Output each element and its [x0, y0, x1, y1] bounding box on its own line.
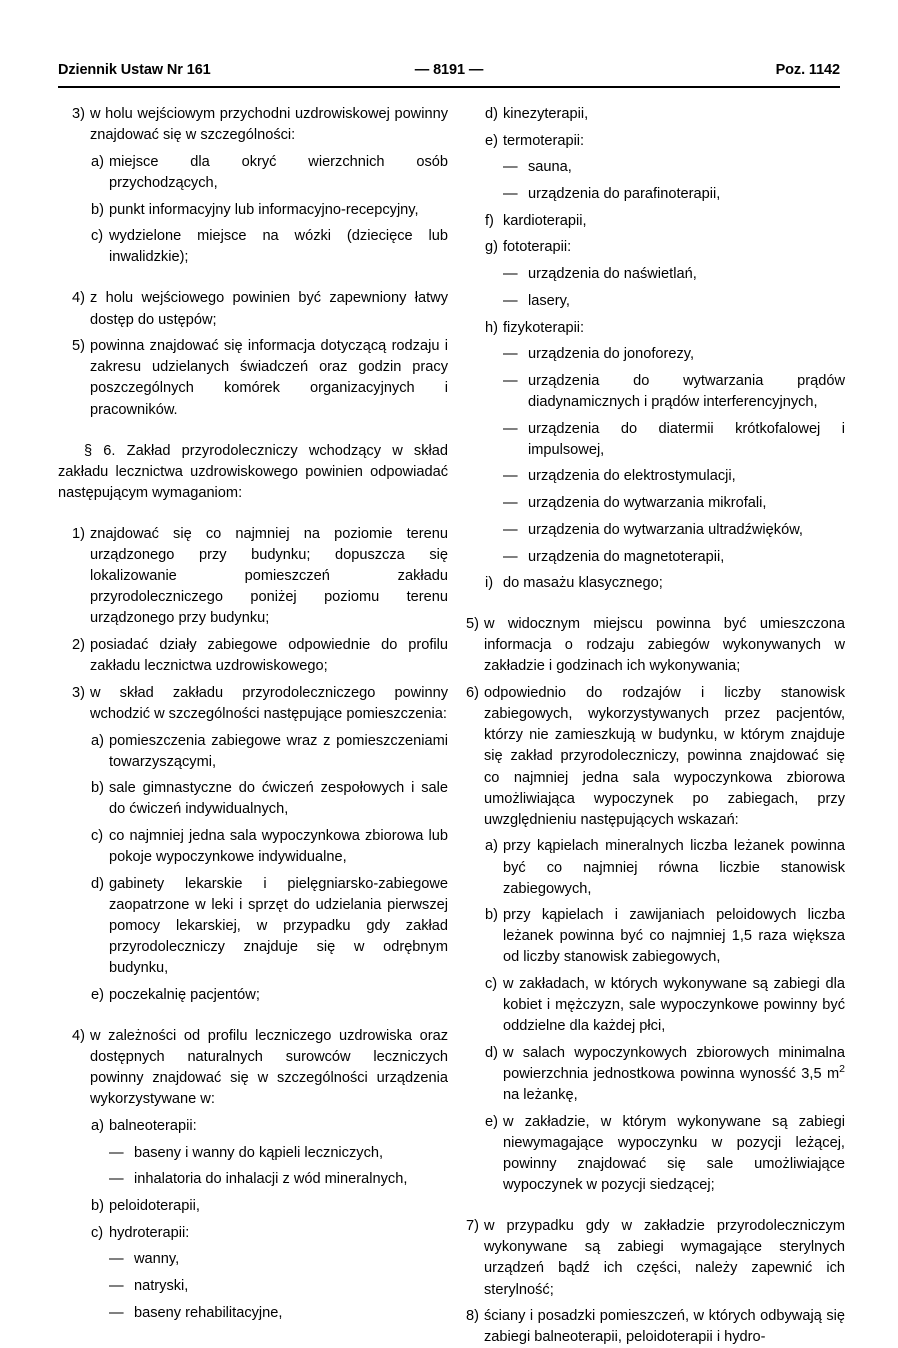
- list-item: [455, 1112, 845, 1196]
- list-item-text: punkt informacyjny lub informacyjno-recepcyjny,: [109, 201, 419, 218]
- list-item-text: urządzenia do jonoforezy,: [528, 346, 695, 363]
- list-item-text: sauna,: [528, 159, 572, 176]
- list-marker: 1): [72, 525, 85, 542]
- list-item: [58, 683, 448, 725]
- list-marker: —: [109, 1144, 124, 1161]
- list-marker: 8): [466, 1308, 479, 1325]
- list-item: [58, 1249, 448, 1270]
- list-item-text: powinna znajdować się informacja dotyczącą rodzaju i zakresu udzielanych świadczeń oraz godzin pracy poszczególnych komórek organizacyjnych i pracowników.: [90, 338, 448, 418]
- list-item-text: kinezyterapii,: [503, 106, 589, 122]
- list-item-text: wydzielone miejsce na wózki (dziecięce lub inwalidzkie);: [109, 228, 448, 266]
- list-item: [455, 104, 845, 125]
- list-item-text: hydroterapii:: [109, 1224, 190, 1241]
- list-item-text: pomieszczenia zabiegowe wraz z pomieszczeniami towarzyszącymi,: [109, 732, 448, 770]
- list-item: [455, 419, 845, 461]
- list-item-text: poczekalnię pacjentów;: [109, 986, 260, 1003]
- list-marker: —: [503, 468, 518, 485]
- right-text-column: [455, 104, 845, 1348]
- list-item-text: w zakładzie, w którym wykonywane są zabiegi niewymagające wypoczynku w pozycji leżącej, powinny znajdować się sale umożliwiające wypoczynek w pozycji siedzącej;: [503, 1113, 845, 1194]
- list-item: [58, 874, 448, 979]
- list-item-text: w salach wypoczynkowych zbiorowych minimalna powierzchnia jednostkowa powinna wynosść 3,5 $m^2$ na leżankę,: [503, 1045, 845, 1104]
- running-head-right: Poz. 1142: [775, 62, 840, 78]
- running-head-left: Dziennik Ustaw Nr 161: [58, 62, 211, 78]
- list-item: [58, 336, 448, 420]
- list-marker: —: [503, 495, 518, 512]
- list-item: [455, 318, 845, 339]
- list-item-text: znajdować się co najmniej na poziomie terenu urządzonego przy budynku; dopuszcza się lokalizowanie pomieszczeń zakładu przyrodoleczniczego poniżej poziomu terenu urządzonego przy budynku;: [90, 525, 448, 627]
- list-item-text: w zakładach, w których wykonywane są zabiegi dla kobiet i mężczyzn, sale wypoczynkowe powinny być oddzielne dla każdej płci,: [503, 976, 845, 1035]
- list-item-text: gabinety lekarskie i pielęgniarsko-zabiegowe zaopatrzone w leki i sprzęt do udzielania pierwszej pomocy lekarskiej, w przypadku gdy zakład przyrodoleczniczy znajduje się w odrębnym budynku,: [109, 875, 448, 977]
- list-item: [58, 1169, 448, 1190]
- list-marker: c): [91, 1224, 104, 1241]
- list-marker: 4): [72, 1028, 85, 1044]
- list-marker: b): [485, 907, 498, 924]
- list-item: [58, 288, 448, 330]
- list-item: [455, 683, 845, 831]
- list-item-text: fizykoterapii:: [503, 319, 585, 336]
- list-item-text: ściany i posadzki pomieszczeń, w których odbywają się zabiegi balneoterapii, peloidoterapii i hydro-: [484, 1308, 845, 1346]
- list-item: [455, 836, 845, 899]
- list-marker: —: [109, 1304, 124, 1321]
- list-item-text: urządzenia do wytwarzania prądów diadynamicznych i prądów interferencyjnych,: [528, 372, 845, 410]
- list-item: [455, 291, 845, 312]
- list-item-text: miejsce dla okryć wierzchnich osób przychodzących,: [109, 153, 448, 191]
- list-marker: 2): [72, 636, 85, 653]
- list-item: [58, 524, 448, 629]
- list-item-text: urządzenia do wytwarzania mikrofali,: [528, 495, 767, 512]
- list-marker: a): [91, 153, 104, 170]
- page-number: — 8191 —: [414, 62, 484, 78]
- list-marker: 4): [72, 290, 85, 307]
- list-item: [58, 826, 448, 868]
- list-item-text: sale gimnastyczne do ćwiczeń zespołowych i sale do ćwiczeń indywidualnych,: [109, 780, 448, 818]
- list-marker: 5): [72, 338, 85, 355]
- list-item: [455, 1306, 845, 1348]
- list-item: [455, 264, 845, 285]
- list-marker: —: [503, 159, 518, 176]
- list-item: [58, 635, 448, 677]
- list-item-text: baseny rehabilitacyjne,: [134, 1304, 283, 1321]
- list-item: [455, 1216, 845, 1300]
- list-item-text: natryski,: [134, 1278, 189, 1295]
- list-item-text: urządzenia do diatermii krótkofalowej i impulsowej,: [528, 420, 845, 458]
- list-marker: d): [485, 1045, 498, 1062]
- list-item-text: lasery,: [528, 292, 570, 309]
- list-item-text: odpowiednio do rodzajów i liczby stanowisk zabiegowych, wykorzystywanych przez pacjentów, którzy nie zamieszkują w budynku, w którym znajduje się zakład przyrodoleczniczy, powinna znajdować się co najmniej jedna sala wypoczynkowa zbiorowa umożliwiająca wypoczynek po zabiegach, przy uwzględnieniu następujących wskazań:: [484, 685, 845, 828]
- list-item: [455, 211, 845, 232]
- list-item: [58, 1116, 448, 1137]
- list-item: [58, 731, 448, 773]
- list-marker: —: [503, 521, 518, 538]
- list-marker: 5): [466, 616, 479, 633]
- list-marker: e): [485, 132, 498, 149]
- list-item-text: termoterapii:: [503, 132, 585, 149]
- list-item-text: wanny,: [134, 1251, 180, 1268]
- list-item: [455, 573, 845, 594]
- list-marker: 3): [72, 684, 85, 701]
- list-item: [58, 152, 448, 194]
- list-item: [455, 371, 845, 413]
- list-item-text: z holu wejściowego powinien być zapewniony łatwy dostęp do ustępów;: [90, 290, 448, 328]
- list-item-text: w skład zakładu przyrodoleczniczego powinny wchodzić w szczególności następujące pomieszczenia:: [90, 684, 448, 722]
- list-marker: —: [503, 346, 518, 363]
- list-marker: 3): [72, 106, 85, 122]
- list-item: [58, 1223, 448, 1244]
- list-marker: e): [485, 1113, 498, 1130]
- list-marker: —: [109, 1278, 124, 1295]
- list-marker: h): [485, 319, 498, 336]
- header-rule: [58, 86, 840, 88]
- list-marker: —: [503, 548, 518, 565]
- list-item-text: posiadać działy zabiegowe odpowiednie do profilu zakładu lecznictwa uzdrowiskowego;: [90, 636, 448, 675]
- list-item-text: urządzenia do wytwarzania ultradźwięków,: [528, 521, 803, 538]
- list-item: [58, 1026, 448, 1110]
- list-item: [58, 441, 448, 504]
- list-item: [58, 1196, 448, 1217]
- list-item-text: inhalatoria do inhalacji z wód mineralnych,: [134, 1171, 408, 1188]
- list-item-text: urządzenia do naświetlań,: [528, 266, 697, 283]
- list-marker: d): [91, 875, 104, 892]
- running-head: [58, 58, 840, 82]
- list-item: [58, 1303, 448, 1324]
- list-marker: 6): [466, 685, 479, 702]
- list-marker: a): [91, 732, 104, 749]
- list-item: [455, 1043, 845, 1106]
- list-item-text: w holu wejściowym przychodni uzdrowiskowej powinny znajdować się w szczególności:: [90, 106, 448, 144]
- list-item-text: w przypadku gdy w zakładzie przyrodoleczniczym wykonywane są zabiegi wymagające sterylnych urządzeń bądź ich części, należy zapewnić ich sterylność;: [484, 1218, 845, 1298]
- list-marker: —: [109, 1251, 124, 1268]
- list-item: [455, 466, 845, 487]
- list-marker: g): [485, 239, 498, 256]
- list-item: [455, 547, 845, 568]
- list-marker: —: [503, 266, 518, 283]
- list-item: [455, 157, 845, 178]
- list-item: [455, 184, 845, 205]
- list-item-text: urządzenia do elektrostymulacji,: [528, 468, 736, 485]
- list-item: [455, 131, 845, 152]
- list-marker: —: [109, 1171, 124, 1188]
- list-marker: —: [503, 292, 518, 309]
- list-marker: b): [91, 780, 104, 797]
- list-item: [58, 226, 448, 268]
- list-item: [455, 905, 845, 968]
- left-text-column: [58, 104, 448, 1324]
- list-item-text: § 6. Zakład przyrodoleczniczy wchodzący w skład zakładu lecznictwa uzdrowiskowego powinien odpowiadać następującym wymaganiom:: [58, 442, 448, 501]
- list-marker: a): [91, 1117, 104, 1134]
- list-item-text: w widocznym miejscu powinna być umieszczona informacja o rodzaju zabiegów wykonywanych w zakładzie i godzinach ich wykonywania;: [484, 616, 845, 675]
- list-marker: —: [503, 372, 518, 389]
- list-item-text: balneoterapii:: [109, 1117, 197, 1134]
- list-marker: b): [91, 201, 104, 218]
- list-item-text: urządzenia do magnetoterapii,: [528, 548, 725, 565]
- list-item: [58, 104, 448, 146]
- list-item: [455, 237, 845, 258]
- list-marker: i): [485, 575, 494, 592]
- list-item: [455, 344, 845, 365]
- list-marker: 7): [466, 1218, 479, 1235]
- list-marker: d): [485, 106, 498, 122]
- list-item: [455, 974, 845, 1037]
- list-marker: f): [485, 212, 494, 229]
- list-item-text: peloidoterapii,: [109, 1198, 200, 1215]
- list-item: [455, 493, 845, 514]
- list-item: [58, 778, 448, 820]
- list-marker: e): [91, 986, 104, 1003]
- list-item: [58, 985, 448, 1006]
- list-item-text: fototerapii:: [503, 239, 572, 256]
- list-item: [455, 614, 845, 677]
- list-item-text: w zależności od profilu leczniczego uzdrowiska oraz dostępnych naturalnych surowców leczniczych powinny znajdować się w szczególności urządzenia wykorzystywane w:: [90, 1028, 448, 1108]
- list-item-text: do masażu klasycznego;: [503, 575, 663, 592]
- list-item: [58, 200, 448, 221]
- list-marker: c): [485, 976, 498, 993]
- list-marker: c): [91, 228, 104, 245]
- list-marker: a): [485, 838, 498, 855]
- list-item-text: urządzenia do parafinoterapii,: [528, 186, 721, 203]
- list-item-text: baseny i wanny do kąpieli leczniczych,: [134, 1144, 384, 1161]
- list-marker: b): [91, 1198, 104, 1215]
- list-item-text: przy kąpielach i zawijaniach peloidowych liczba leżanek powinna być co najmniej 1,5 raza większa od liczby stanowisk zabiegowych,: [503, 907, 845, 966]
- list-marker: c): [91, 828, 104, 845]
- list-marker: —: [503, 186, 518, 203]
- list-item-text: przy kąpielach mineralnych liczba leżanek powinna być co najmniej równa liczbie stanowisk zabiegowych,: [503, 838, 845, 897]
- list-marker: —: [503, 420, 518, 437]
- list-item: [455, 520, 845, 541]
- list-item-text: kardioterapii,: [503, 212, 587, 229]
- list-item: [58, 1143, 448, 1164]
- list-item-text: co najmniej jedna sala wypoczynkowa zbiorowa lub pokoje wypoczynkowe indywidualne,: [109, 828, 448, 866]
- list-item: [58, 1276, 448, 1297]
